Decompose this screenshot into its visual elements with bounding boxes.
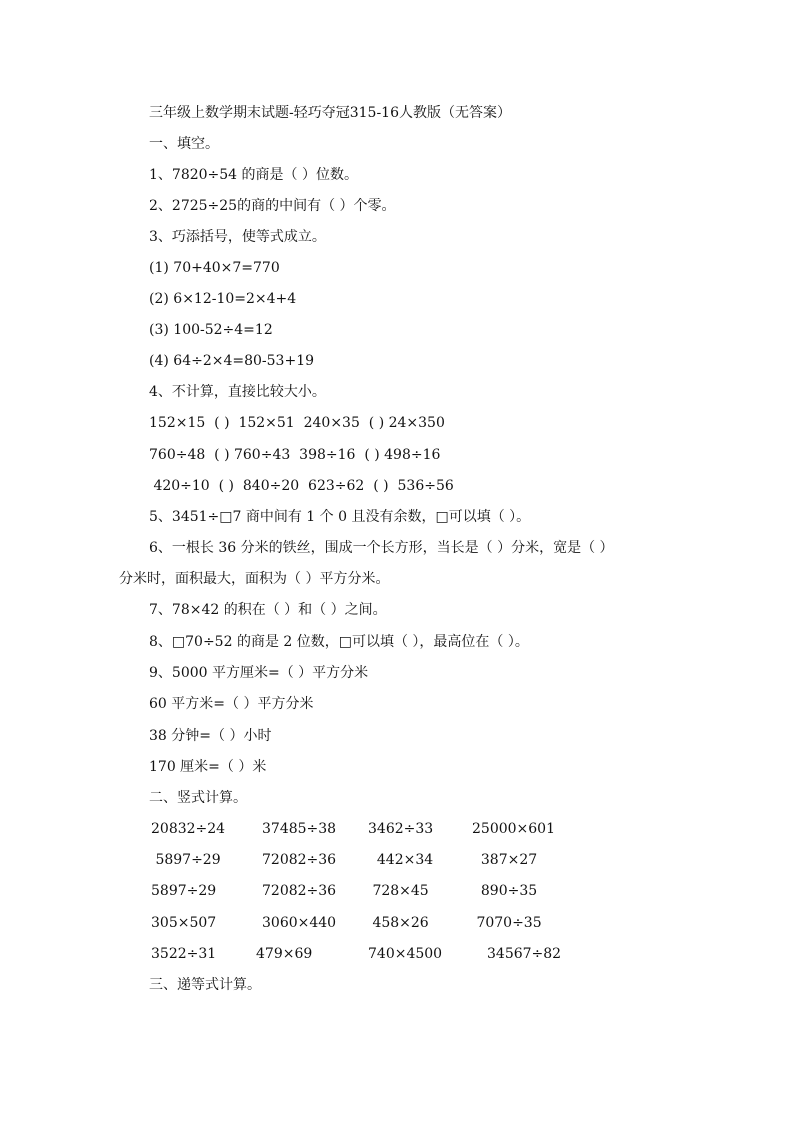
calc-item: 442×34: [368, 852, 434, 868]
calc-item: 5897÷29: [151, 883, 217, 899]
calc-item: 387×27: [472, 852, 538, 868]
calc-item: 34567÷82: [487, 946, 562, 962]
comparison-row: 760÷48 ( ) 760÷43 398÷16 ( ) 498÷16: [149, 447, 441, 463]
question-9-line: 170 厘米=（ ）米: [149, 759, 267, 775]
question-9-line: 38 分钟=（ ）小时: [149, 728, 272, 744]
calc-item: 728×45: [368, 883, 429, 899]
calc-item: 20832÷24: [151, 821, 226, 837]
document-title: 三年级上数学期末试题-轻巧夺冠315-16人教版（无答案）: [149, 105, 511, 121]
question-3-item: (4) 64÷2×4=80-53+19: [149, 353, 315, 369]
calc-item: 7070÷35: [472, 915, 542, 931]
section-2-heading: 二、竖式计算。: [149, 790, 247, 806]
comparison-row: 420÷10 ( ) 840÷20 623÷62 ( ) 536÷56: [149, 478, 454, 494]
question-7: 7、78×42 的积在（ ）和（ ）之间。: [149, 602, 387, 618]
calc-item: 72082÷36: [262, 852, 337, 868]
calc-item: 3462÷33: [368, 821, 434, 837]
question-2: 2、2725÷25的商的中间有（ ）个零。: [149, 198, 396, 214]
section-3-heading: 三、递等式计算。: [149, 977, 261, 993]
question-9-line: 60 平方米=（ ）平方分米: [149, 696, 314, 712]
question-3: 3、巧添括号，使等式成立。: [149, 229, 326, 245]
comparison-row: 152×15 ( ) 152×51 240×35 ( ) 24×350: [149, 415, 445, 431]
section-1-heading: 一、填空。: [149, 136, 219, 152]
question-1: 1、7820÷54 的商是（ ）位数。: [149, 167, 358, 183]
question-6-line-2: 分米时，面积最大，面积为（ ）平方分米。: [119, 571, 390, 587]
question-3-item: (2) 6×12-10=2×4+4: [149, 291, 297, 307]
question-6-line-1: 6、一根长 36 分米的铁丝，围成一个长方形，当长是（ ）分米，宽是（ ）: [149, 540, 614, 556]
calc-item: 305×507: [151, 915, 217, 931]
calc-item: 3522÷31: [151, 946, 217, 962]
question-9-line: 9、5000 平方厘米=（ ）平方分米: [149, 665, 369, 681]
calc-item: 740×4500: [368, 946, 443, 962]
calc-item: 3060×440: [262, 915, 337, 931]
calc-item: 479×69: [256, 946, 313, 962]
calc-item: 890÷35: [472, 883, 538, 899]
calc-item: 37485÷38: [262, 821, 337, 837]
calc-item: 25000×601: [472, 821, 555, 837]
question-3-item: (3) 100-52÷4=12: [149, 322, 273, 338]
question-4: 4、不计算，直接比较大小。: [149, 384, 326, 400]
calc-item: 5897÷29: [151, 852, 221, 868]
question-8: 8、□70÷52 的商是 2 位数，□可以填（ ），最高位在（ ）。: [149, 634, 529, 650]
question-5: 5、3451÷□7 商中间有 1 个 0 且没有余数，□可以填（ ）。: [149, 509, 531, 525]
calc-item: 458×26: [368, 915, 429, 931]
question-3-item: (1) 70+40×7=770: [149, 260, 280, 276]
calc-item: 72082÷36: [262, 883, 337, 899]
